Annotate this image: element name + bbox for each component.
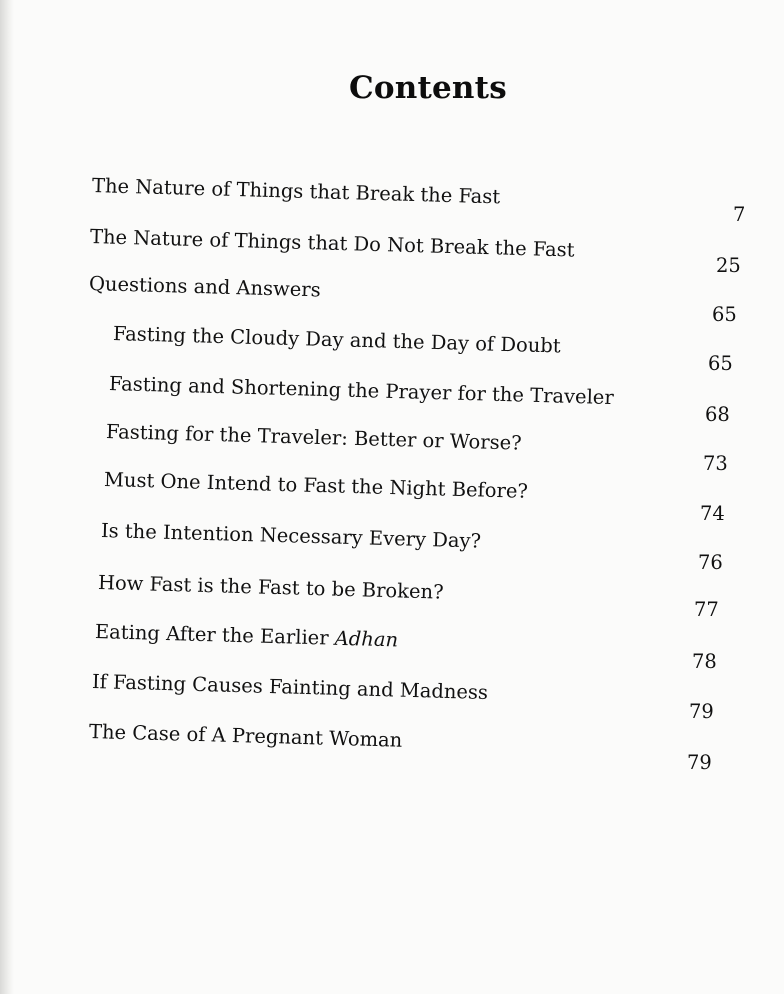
toc-entry-label: The Nature of Things that Do Not Break the Fast [89, 225, 575, 262]
toc-entry-3 [89, 272, 321, 301]
toc-entry-label [95, 620, 399, 651]
toc-entry-2 [90, 225, 575, 262]
toc-page-number: 65 [708, 352, 733, 375]
toc-entry-label: Is the Intention Necessary Every Day? [100, 519, 482, 553]
page-title: Contents [349, 70, 507, 106]
toc-entry-label: How Fast is the Fast to be Broken? [97, 571, 444, 604]
toc-entry-7 [104, 468, 529, 503]
toc-entry-9 [98, 571, 444, 604]
toc-entry-6 [106, 420, 522, 455]
toc-entry-label-italic: Adhan [334, 626, 399, 652]
toc-entry-label-text: Eating After the Earlier [94, 620, 336, 650]
toc-entry-label: Fasting and Shortening the Prayer for the Traveler [108, 372, 615, 410]
toc-entry-label: The Case of A Pregnant Woman [88, 720, 403, 752]
toc-entry-8 [101, 519, 482, 553]
toc-entry-label: If Fasting Causes Fainting and Madness [91, 670, 489, 705]
toc-entry-5 [109, 372, 614, 409]
toc-page-number: 65 [712, 303, 737, 326]
toc-page-number: 77 [694, 598, 719, 621]
toc-entry-4 [113, 322, 561, 357]
toc-entry-1 [92, 174, 501, 208]
toc-entry-label: Fasting the Cloudy Day and the Day of Doubt [112, 322, 561, 358]
toc-page-number: 76 [698, 551, 723, 574]
toc-page-number: 74 [700, 502, 725, 525]
toc-entry-label: Must One Intend to Fast the Night Before? [103, 468, 529, 503]
toc-entry-label: Fasting for the Traveler: Better or Worse? [105, 420, 522, 455]
toc-page-number: 78 [692, 650, 717, 673]
toc-entry-label: The Nature of Things that Break the Fast [91, 174, 501, 209]
toc-page-number: 68 [705, 403, 730, 426]
toc-page-number: 73 [703, 452, 728, 475]
toc-page-number: 7 [733, 203, 746, 226]
toc-entry-12 [89, 720, 403, 752]
toc-page-number: 79 [687, 751, 712, 774]
toc-entry-10 [95, 620, 399, 651]
toc-entry-11 [92, 670, 489, 704]
toc-entry-label: Questions and Answers [88, 272, 321, 302]
toc-page-number: 25 [716, 254, 741, 277]
toc-page-number: 79 [689, 700, 714, 723]
